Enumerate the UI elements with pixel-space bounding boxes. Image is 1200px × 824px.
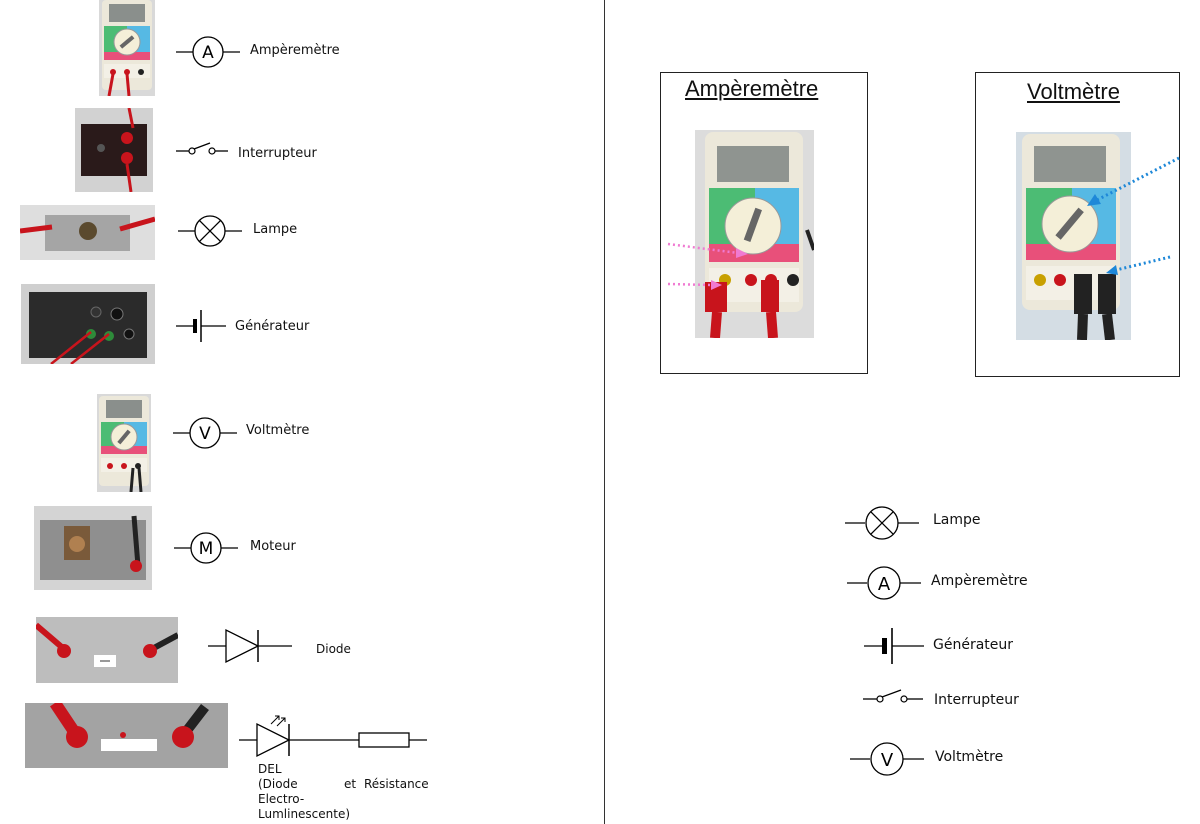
del-line-4: Lumlinescente) (258, 807, 351, 821)
voltmeter-symbol (173, 417, 237, 449)
del-line-2: (Diode (258, 777, 298, 791)
lamp-symbol (178, 215, 242, 247)
legend-generator-label: Générateur (933, 637, 1014, 653)
voltmeter-frame-title: Voltmètre (1027, 79, 1120, 104)
multimeter-ammeter-wiring-photo (695, 130, 814, 338)
generator-symbol (176, 308, 226, 344)
lamp-board-photo (20, 205, 155, 260)
lamp-label: Lampe (253, 222, 298, 237)
multimeter-photo-ammeter (99, 0, 155, 96)
diode-label: Diode (316, 642, 351, 656)
and-label: et (344, 777, 357, 791)
multimeter-photo-voltmeter (97, 394, 151, 492)
ammeter-label: Ampèremètre (250, 43, 340, 58)
legend-ammeter-symbol (847, 566, 921, 600)
pink-arrow-icon-lower (668, 278, 722, 292)
voltmeter-label: Voltmètre (246, 423, 310, 438)
blue-arrow-icon-lower (1104, 255, 1172, 277)
del-line-3: Electro- (258, 792, 305, 806)
blue-arrow-icon-upper (1085, 156, 1181, 208)
legend-ammeter-label: Ampèremètre (931, 573, 1028, 589)
pink-arrow-icon-upper (668, 240, 748, 260)
diode-board-photo (36, 617, 178, 683)
voltmeter-symbol-letter: V (199, 424, 211, 444)
legend-switch-label: Interrupteur (934, 692, 1019, 708)
switch-label: Interrupteur (238, 146, 317, 161)
motor-board-photo (34, 506, 152, 590)
legend-lamp-symbol (845, 506, 919, 540)
ammeter-frame-title: Ampèremètre (685, 76, 819, 101)
legend-ammeter-letter: A (877, 574, 891, 595)
generator-label: Générateur (235, 319, 310, 334)
del-label (258, 762, 350, 822)
legend-generator-symbol (864, 626, 924, 666)
del-line-1: DEL (258, 762, 282, 776)
motor-symbol (174, 532, 238, 564)
ammeter-symbol (176, 36, 240, 68)
diode-symbol (208, 628, 292, 664)
ammeter-symbol-letter: A (202, 43, 214, 63)
legend-voltmeter-letter: V (880, 750, 894, 771)
motor-symbol-letter: M (198, 539, 214, 559)
generator-photo (21, 284, 155, 364)
resistor-label: Résistance (364, 777, 429, 791)
legend-switch-symbol (863, 688, 923, 708)
switch-box-photo (75, 108, 153, 192)
legend-lamp-label: Lampe (933, 512, 981, 528)
led-resistor-symbol (239, 714, 427, 758)
legend-voltmeter-label: Voltmètre (935, 749, 1004, 765)
switch-symbol (176, 140, 228, 160)
motor-label: Moteur (250, 539, 296, 554)
page-divider (604, 0, 605, 824)
legend-voltmeter-symbol (850, 742, 924, 776)
led-resistor-board-photo (25, 703, 228, 768)
